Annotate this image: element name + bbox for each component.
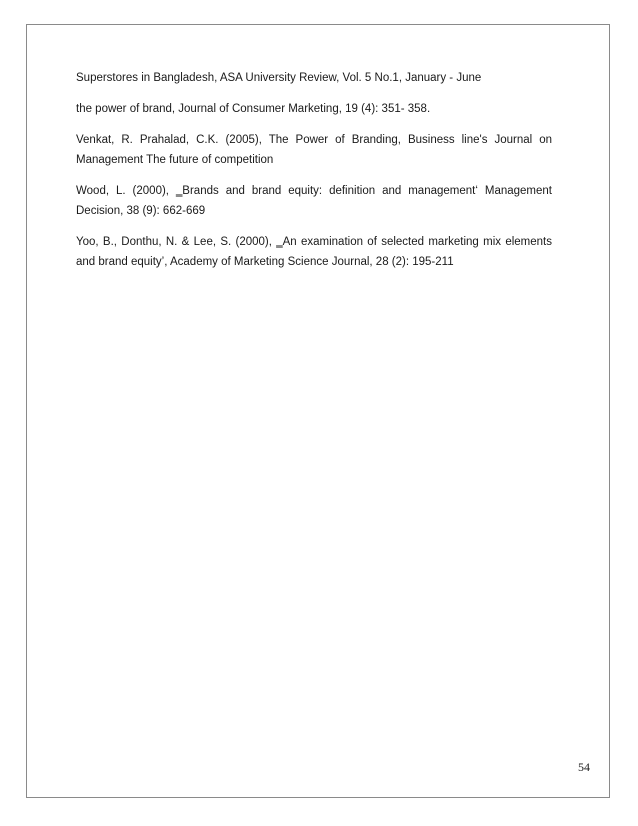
reference-entry-4: Wood, L. (2000), ‗Brands and brand equity: definition and management‘ Management Decision, 38 (9): 662-669 [76, 185, 552, 217]
reference-entry-1: Superstores in Bangladesh, ASA University Review, Vol. 5 No.1, January - June [76, 72, 482, 84]
page-number: 54 [578, 760, 590, 774]
reference-entry-3: Venkat, R. Prahalad, C.K. (2005), The Power of Branding, Business line's Journal on Management The future of competition [76, 134, 552, 166]
reference-entry-2: the power of brand, Journal of Consumer Marketing, 19 (4): 351- 358. [76, 103, 431, 115]
references-list [76, 68, 552, 283]
reference-entry-5: Yoo, B., Donthu, N. & Lee, S. (2000), ‗An examination of selected marketing mix elements and brand equity’, Academy of Marketing Science Journal, 28 (2): 195-211 [76, 236, 552, 268]
